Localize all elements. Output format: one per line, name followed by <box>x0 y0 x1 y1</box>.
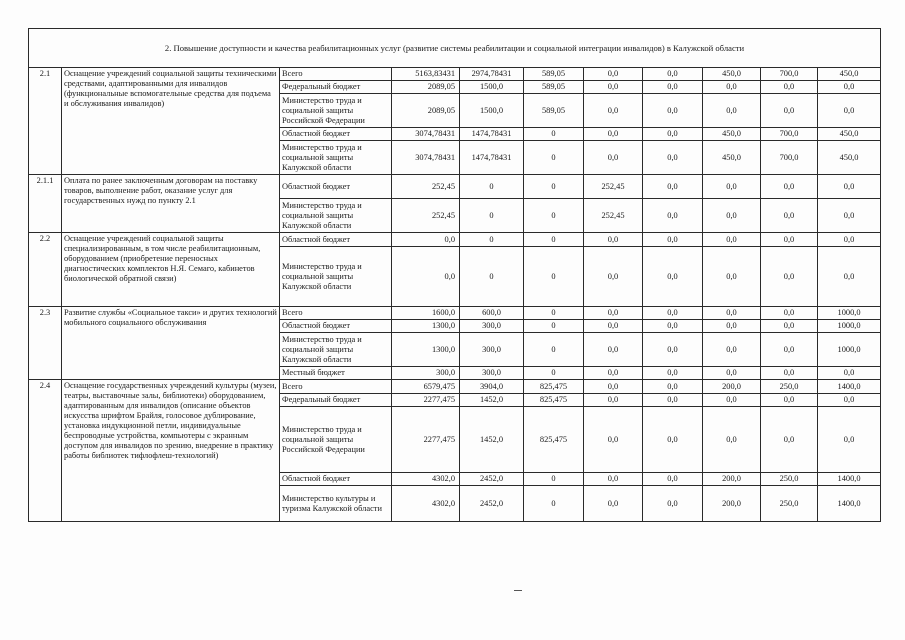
amount-cell: 0,0 <box>703 320 761 333</box>
amount-cell: 0,0 <box>818 94 881 128</box>
amount-cell: 1000,0 <box>818 333 881 367</box>
item-index: 2.1.1 <box>29 175 62 233</box>
section-header: 2. Повышение доступности и качества реабилитационных услуг (развитие системы реабилитации и социальной интеграции инвалидов) в Калужской области <box>29 29 881 68</box>
amount-cell: 0 <box>524 473 584 486</box>
funding-source: Министерство труда и социальной защиты Калужской области <box>280 199 392 233</box>
amount-cell: 0,0 <box>761 333 818 367</box>
amount-cell: 700,0 <box>761 141 818 175</box>
amount-cell: 0 <box>460 175 524 199</box>
table-body <box>29 29 881 522</box>
amount-cell: 0,0 <box>643 320 703 333</box>
amount-cell: 0,0 <box>643 473 703 486</box>
amount-cell: 1300,0 <box>392 333 460 367</box>
amount-cell: 0,0 <box>818 247 881 307</box>
amount-cell: 0,0 <box>643 407 703 473</box>
amount-cell: 2452,0 <box>460 486 524 522</box>
amount-cell: 2974,78431 <box>460 68 524 81</box>
amount-cell: 0,0 <box>584 394 643 407</box>
amount-cell: 450,0 <box>703 128 761 141</box>
amount-cell: 0 <box>524 199 584 233</box>
funding-source: Областной бюджет <box>280 320 392 333</box>
amount-cell: 0,0 <box>761 81 818 94</box>
item-name: Оснащение учреждений социальной защиты техническими средствами, адаптированными для инвалидов (функциональные вспомогательные средства для подъема и обслуживания инвалидов) <box>62 68 280 175</box>
amount-cell: 1400,0 <box>818 380 881 394</box>
amount-cell: 0,0 <box>703 94 761 128</box>
amount-cell: 0,0 <box>818 407 881 473</box>
amount-cell: 450,0 <box>703 68 761 81</box>
amount-cell: 0,0 <box>584 233 643 247</box>
amount-cell: 1400,0 <box>818 486 881 522</box>
amount-cell: 450,0 <box>703 141 761 175</box>
amount-cell: 0,0 <box>584 486 643 522</box>
amount-cell: 2089,05 <box>392 94 460 128</box>
amount-cell: 450,0 <box>818 141 881 175</box>
item-name: Оснащение государственных учреждений культуры (музеи, театры, выставочные залы, библиотеки) оборудованием, адаптированным для инвалидов (описание объектов искусства шрифтом Брайля, голосовое дублирование, установка индукционной петли, индивидуальные беспроводные устройства, компьютеры с экранным доступом для инвалидов по зрению, внедрение в практику работы библиотек тифлофлеш-технологий) <box>62 380 280 522</box>
amount-cell: 0,0 <box>761 199 818 233</box>
amount-cell: 0,0 <box>584 68 643 81</box>
funding-source: Всего <box>280 307 392 320</box>
amount-cell: 0,0 <box>584 333 643 367</box>
amount-cell: 0,0 <box>643 199 703 233</box>
amount-cell: 0,0 <box>643 175 703 199</box>
amount-cell: 0 <box>460 199 524 233</box>
amount-cell: 0,0 <box>643 94 703 128</box>
amount-cell: 825,475 <box>524 407 584 473</box>
amount-cell: 2452,0 <box>460 473 524 486</box>
amount-cell: 589,05 <box>524 68 584 81</box>
amount-cell: 0,0 <box>643 367 703 380</box>
table-row <box>29 68 881 81</box>
amount-cell: 0,0 <box>703 199 761 233</box>
amount-cell: 0,0 <box>818 367 881 380</box>
funding-source: Министерство труда и социальной защиты Калужской области <box>280 247 392 307</box>
item-index: 2.1 <box>29 68 62 175</box>
funding-source: Областной бюджет <box>280 128 392 141</box>
program-table <box>28 28 881 522</box>
amount-cell: 700,0 <box>761 68 818 81</box>
amount-cell: 0,0 <box>703 81 761 94</box>
amount-cell: 0,0 <box>703 333 761 367</box>
funding-source: Областной бюджет <box>280 233 392 247</box>
amount-cell: 0,0 <box>818 199 881 233</box>
amount-cell: 825,475 <box>524 394 584 407</box>
amount-cell: 0,0 <box>643 128 703 141</box>
item-index: 2.2 <box>29 233 62 307</box>
amount-cell: 0,0 <box>643 81 703 94</box>
amount-cell: 6579,475 <box>392 380 460 394</box>
amount-cell: 0,0 <box>643 486 703 522</box>
amount-cell: 252,45 <box>392 175 460 199</box>
amount-cell: 0,0 <box>761 407 818 473</box>
amount-cell: 0 <box>524 128 584 141</box>
amount-cell: 589,05 <box>524 94 584 128</box>
amount-cell: 300,0 <box>460 367 524 380</box>
funding-source: Областной бюджет <box>280 175 392 199</box>
funding-source: Федеральный бюджет <box>280 394 392 407</box>
item-name: Оснащение учреждений социальной защиты специализированным, в том числе реабилитационным, оборудованием (приобретение переносных диагностических комплектов Н.Я. Семаго, кабинетов биологической обратной связи) <box>62 233 280 307</box>
funding-source: Министерство труда и социальной защиты Калужской области <box>280 333 392 367</box>
amount-cell: 0,0 <box>584 81 643 94</box>
amount-cell: 589,05 <box>524 81 584 94</box>
funding-source: Всего <box>280 68 392 81</box>
funding-source: Областной бюджет <box>280 473 392 486</box>
amount-cell: 0,0 <box>584 320 643 333</box>
item-name: Оплата по ранее заключенным договорам на поставку товаров, выполнение работ, оказание услуг для государственных нужд по пункту 2.1 <box>62 175 280 233</box>
amount-cell: 4302,0 <box>392 473 460 486</box>
amount-cell: 200,0 <box>703 486 761 522</box>
amount-cell: 0,0 <box>643 233 703 247</box>
amount-cell: 252,45 <box>584 175 643 199</box>
amount-cell: 0,0 <box>643 141 703 175</box>
amount-cell: 0,0 <box>761 247 818 307</box>
amount-cell: 0,0 <box>818 81 881 94</box>
funding-source: Министерство культуры и туризма Калужской области <box>280 486 392 522</box>
amount-cell: 0,0 <box>584 367 643 380</box>
amount-cell: 0,0 <box>643 394 703 407</box>
amount-cell: 0,0 <box>392 233 460 247</box>
item-index: 2.3 <box>29 307 62 380</box>
amount-cell: 450,0 <box>818 128 881 141</box>
amount-cell: 300,0 <box>460 333 524 367</box>
amount-cell: 2089,05 <box>392 81 460 94</box>
amount-cell: 1452,0 <box>460 407 524 473</box>
amount-cell: 0 <box>460 233 524 247</box>
amount-cell: 1400,0 <box>818 473 881 486</box>
amount-cell: 1452,0 <box>460 394 524 407</box>
amount-cell: 0,0 <box>643 307 703 320</box>
item-index: 2.4 <box>29 380 62 522</box>
amount-cell: 0,0 <box>703 307 761 320</box>
amount-cell: 825,475 <box>524 380 584 394</box>
funding-source: Всего <box>280 380 392 394</box>
amount-cell: 0,0 <box>761 307 818 320</box>
amount-cell: 1474,78431 <box>460 128 524 141</box>
funding-source: Местный бюджет <box>280 367 392 380</box>
amount-cell: 1000,0 <box>818 307 881 320</box>
amount-cell: 252,45 <box>584 199 643 233</box>
amount-cell: 2277,475 <box>392 394 460 407</box>
amount-cell: 0,0 <box>643 333 703 367</box>
amount-cell: 0 <box>524 175 584 199</box>
section-header-row <box>29 29 881 68</box>
amount-cell: 0,0 <box>761 320 818 333</box>
item-name: Развитие службы «Социальное такси» и других технологий мобильного социального обслуживания <box>62 307 280 380</box>
amount-cell: 252,45 <box>392 199 460 233</box>
funding-source: Министерство труда и социальной защиты Российской Федерации <box>280 94 392 128</box>
amount-cell: 250,0 <box>761 486 818 522</box>
amount-cell: 200,0 <box>703 473 761 486</box>
amount-cell: 0,0 <box>703 175 761 199</box>
amount-cell: 0,0 <box>584 94 643 128</box>
table-row <box>29 380 881 394</box>
funding-source: Министерство труда и социальной защиты Калужской области <box>280 141 392 175</box>
amount-cell: 200,0 <box>703 380 761 394</box>
amount-cell: 0,0 <box>761 94 818 128</box>
amount-cell: 0,0 <box>584 141 643 175</box>
amount-cell: 0 <box>460 247 524 307</box>
amount-cell: 0,0 <box>392 247 460 307</box>
amount-cell: 0,0 <box>818 233 881 247</box>
amount-cell: 3074,78431 <box>392 128 460 141</box>
amount-cell: 0,0 <box>584 247 643 307</box>
amount-cell: 0,0 <box>584 307 643 320</box>
amount-cell: 0,0 <box>703 407 761 473</box>
amount-cell: 5163,83431 <box>392 68 460 81</box>
amount-cell: 700,0 <box>761 128 818 141</box>
amount-cell: 0,0 <box>584 407 643 473</box>
amount-cell: 0,0 <box>761 175 818 199</box>
amount-cell: 1474,78431 <box>460 141 524 175</box>
table-row <box>29 175 881 199</box>
amount-cell: 0,0 <box>761 394 818 407</box>
amount-cell: 1300,0 <box>392 320 460 333</box>
amount-cell: 3074,78431 <box>392 141 460 175</box>
funding-source: Министерство труда и социальной защиты Российской Федерации <box>280 407 392 473</box>
amount-cell: 0 <box>524 307 584 320</box>
amount-cell: 0,0 <box>818 175 881 199</box>
amount-cell: 300,0 <box>392 367 460 380</box>
amount-cell: 0,0 <box>703 247 761 307</box>
amount-cell: 0,0 <box>584 380 643 394</box>
amount-cell: 0,0 <box>584 128 643 141</box>
table-row <box>29 307 881 320</box>
amount-cell: 450,0 <box>818 68 881 81</box>
amount-cell: 4302,0 <box>392 486 460 522</box>
amount-cell: 300,0 <box>460 320 524 333</box>
amount-cell: 0,0 <box>643 68 703 81</box>
amount-cell: 0 <box>524 320 584 333</box>
amount-cell: 0,0 <box>643 380 703 394</box>
amount-cell: 0,0 <box>584 473 643 486</box>
scan-mark <box>514 590 522 591</box>
amount-cell: 2277,475 <box>392 407 460 473</box>
amount-cell: 0 <box>524 367 584 380</box>
amount-cell: 0,0 <box>643 247 703 307</box>
amount-cell: 0,0 <box>761 367 818 380</box>
amount-cell: 1500,0 <box>460 94 524 128</box>
amount-cell: 250,0 <box>761 380 818 394</box>
amount-cell: 0,0 <box>818 394 881 407</box>
amount-cell: 0 <box>524 233 584 247</box>
amount-cell: 250,0 <box>761 473 818 486</box>
amount-cell: 0 <box>524 333 584 367</box>
amount-cell: 0 <box>524 141 584 175</box>
amount-cell: 0 <box>524 247 584 307</box>
amount-cell: 3904,0 <box>460 380 524 394</box>
amount-cell: 1500,0 <box>460 81 524 94</box>
amount-cell: 0,0 <box>703 367 761 380</box>
amount-cell: 0,0 <box>703 233 761 247</box>
amount-cell: 600,0 <box>460 307 524 320</box>
amount-cell: 0,0 <box>703 394 761 407</box>
amount-cell: 1000,0 <box>818 320 881 333</box>
table-row <box>29 233 881 247</box>
funding-source: Федеральный бюджет <box>280 81 392 94</box>
amount-cell: 1600,0 <box>392 307 460 320</box>
amount-cell: 0 <box>524 486 584 522</box>
amount-cell: 0,0 <box>761 233 818 247</box>
